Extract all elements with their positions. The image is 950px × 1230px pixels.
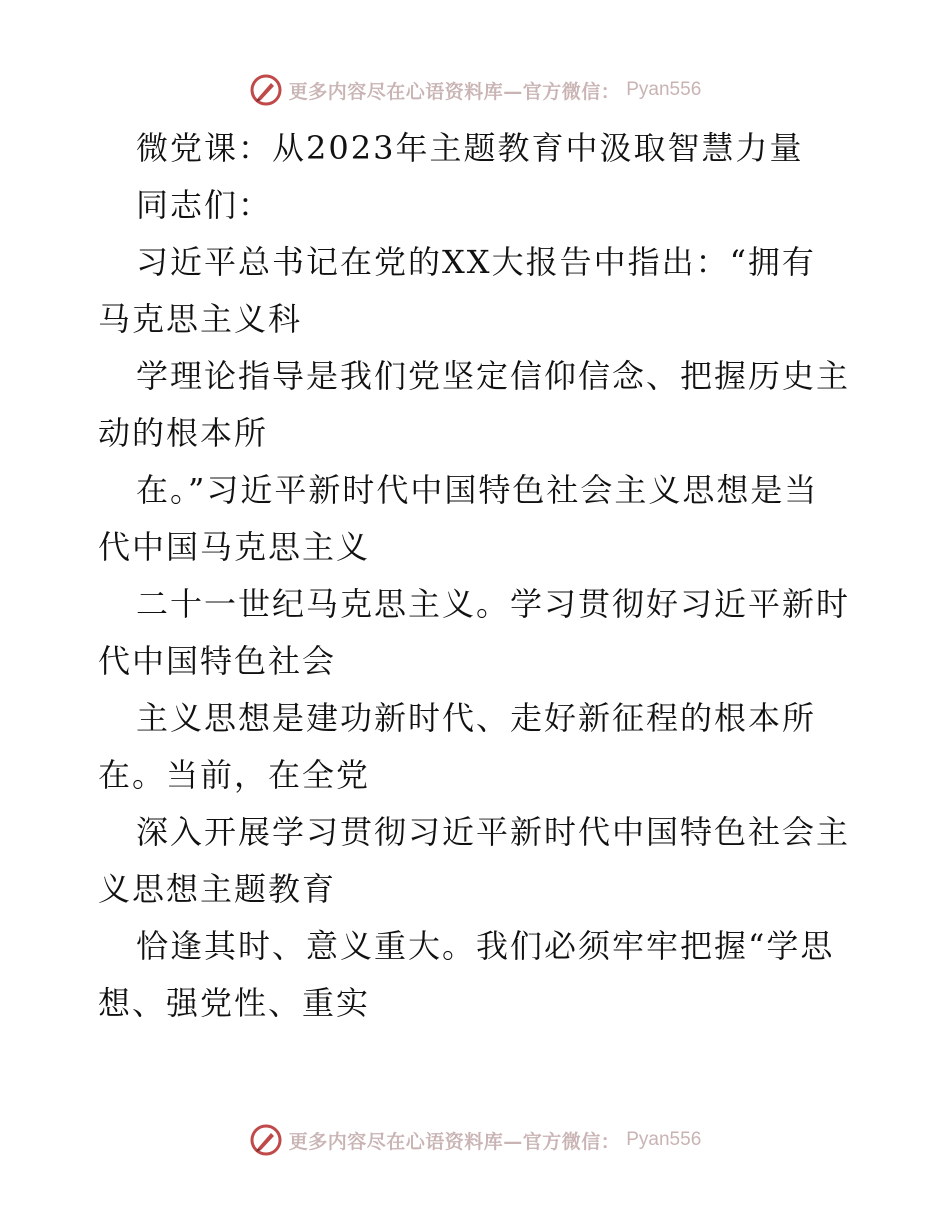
document-line: 深入开展学习贯彻习近平新时代中国特色社会主 xyxy=(136,813,851,851)
document-line: 义思想主题教育 xyxy=(98,870,337,908)
watermark-text: 更多内容尽在心语资料库—官方微信： xyxy=(288,80,621,103)
watermark-wechat-id: Pyan556 xyxy=(626,1129,702,1150)
document-body xyxy=(98,120,868,1032)
document-line: 学理论指导是我们党坚定信仰信念、把握历史主 xyxy=(136,357,851,395)
document-line: 恰逢其时、意义重大。我们必须牢牢把握“学思 xyxy=(136,927,835,965)
document-line: 同志们： xyxy=(136,186,273,224)
document-line: 马克思主义科 xyxy=(98,300,303,338)
document-line: 习近平总书记在党的XX大报告中指出：“拥有 xyxy=(136,243,816,281)
document-line: 想、强党性、重实 xyxy=(98,984,371,1022)
pen-logo-icon xyxy=(249,73,283,107)
watermark-wechat-id: Pyan556 xyxy=(626,79,702,100)
document-line: 微党课：从2023年主题教育中汲取智慧力量 xyxy=(136,129,804,167)
document-line: 在。”习近平新时代中国特色社会主义思想是当 xyxy=(136,471,819,509)
document-line: 代中国特色社会 xyxy=(98,642,337,680)
header-watermark xyxy=(0,70,950,110)
pen-logo-icon xyxy=(249,1123,283,1157)
watermark-text: 更多内容尽在心语资料库—官方微信： xyxy=(288,1130,621,1153)
document-line: 动的根本所 xyxy=(98,414,269,452)
footer-watermark xyxy=(0,1120,950,1160)
document-line: 代中国马克思主义 xyxy=(98,528,371,566)
document-line: 二十一世纪马克思主义。学习贯彻好习近平新时 xyxy=(136,585,851,623)
document-line: 在。当前，在全党 xyxy=(98,756,371,794)
document-line: 主义思想是建功新时代、走好新征程的根本所 xyxy=(136,699,817,737)
